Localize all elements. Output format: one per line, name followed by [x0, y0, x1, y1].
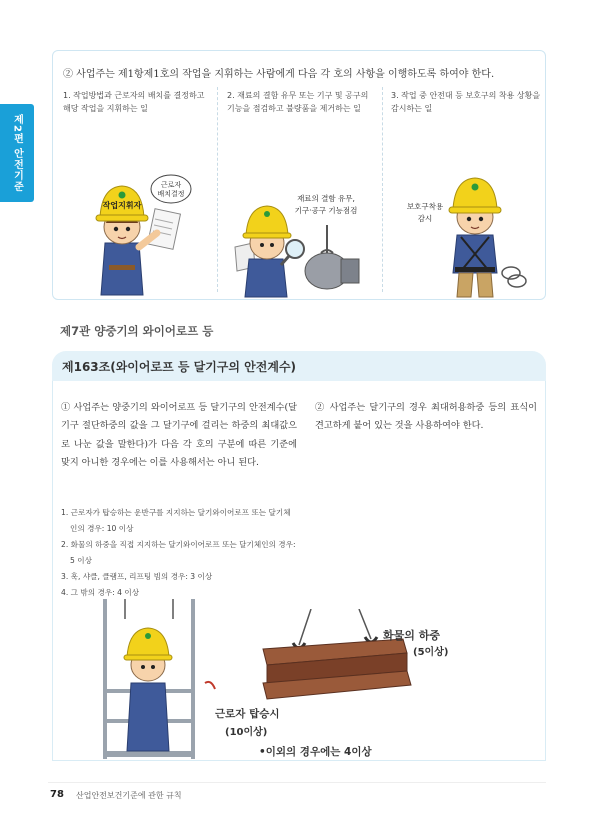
article-body: [52, 381, 546, 761]
worker-ride-value: (10이상): [225, 727, 268, 738]
list-item: 3. 훅, 샤클, 클램프, 리프팅 빔의 경우: 3 이상: [61, 572, 213, 581]
steel-beam-illustration: [253, 609, 413, 709]
list-item: 1. 근로자가 탑승하는 운반구를 지지하는 달기와이어로프 또는 달기체인의 경우: 10 이상: [61, 508, 291, 533]
section-title: 제7관 양중기의 와이어로프 등: [60, 324, 214, 338]
box-intro: ② 사업주는 제1항제1호의 작업을 지휘하는 사람에게 다음 각 호의 사항을 이행하도록 하여야 한다.: [63, 69, 495, 80]
duty-item-1: 1. 작업방법과 근로자의 배치를 결정하고 해당 작업을 지휘하는 일: [63, 91, 205, 113]
page-number: 78: [50, 789, 64, 800]
bubble-inspection-line2: 기구·공구 기능점검: [294, 206, 358, 215]
list-item: 2. 화물의 하중을 직접 지지하는 달기와이어로프 또는 달기체인의 경우: 5 이상: [61, 540, 296, 565]
helmet-label: 작업지휘자: [102, 201, 142, 210]
list-item: 4. 그 밖의 경우: 4 이상: [61, 588, 140, 597]
paragraph-1: ① 사업주는 양중기의 와이어로프 등 달기구의 안전계수(달기구 절단하중의 값을 그 달기구에 걸리는 하중의 최대값으로 나눈 값을 말한다)가 다음 각 호의 구분에 따른 기준에 맞지 아니한 경우에는 이를 사용해서는 아니 된다.: [61, 402, 297, 469]
footer-divider: [48, 782, 546, 783]
bubble-ppe-line2: 감시: [417, 214, 433, 223]
duty-item-3: 3. 작업 중 안전대 등 보호구의 착용 상황을 감시하는 일: [391, 91, 541, 113]
lift-cage-illustration: [65, 599, 225, 759]
other-case-note: •이외의 경우에는 4이상: [259, 746, 372, 758]
paragraph-2: ② 사업주는 달기구의 경우 최대허용하중 등의 표식이 견고하게 붙어 있는 것을 사용하여야 한다.: [315, 402, 537, 432]
cargo-load-note: 화물의 하중: [383, 629, 440, 642]
article-header: [52, 351, 546, 381]
bubble-worker-placement: 근로자: [160, 181, 182, 189]
side-tab: [0, 104, 34, 202]
side-tab-label: 제2편 안전기준: [11, 113, 23, 193]
footer-title: 산업안전보건기준에 관한 규칙: [76, 791, 182, 800]
svg-text:배치결정: 배치결정: [157, 190, 185, 198]
column-divider: [382, 87, 383, 292]
cargo-load-value: (5이상): [413, 647, 449, 658]
safety-factor-list: [61, 505, 297, 601]
worker-ride-note: 근로자 탑승시: [215, 708, 280, 720]
inspection-box: [52, 50, 546, 300]
harness-worker-cartoon: [405, 173, 535, 298]
article-title: 제163조(와이어로프 등 달기구의 안전계수): [62, 360, 297, 374]
bubble-inspection-line1: 재료의 결함 유무,: [297, 194, 355, 203]
inspector-cartoon: [231, 189, 371, 299]
bubble-ppe-line1: 보호구착용: [406, 202, 444, 211]
column-divider: [217, 87, 218, 292]
duty-item-2: 2. 재료의 결함 유무 또는 기구 및 공구의 기능을 점검하고 불량품을 제거하는 일: [227, 91, 369, 113]
supervisor-cartoon: [73, 171, 193, 296]
